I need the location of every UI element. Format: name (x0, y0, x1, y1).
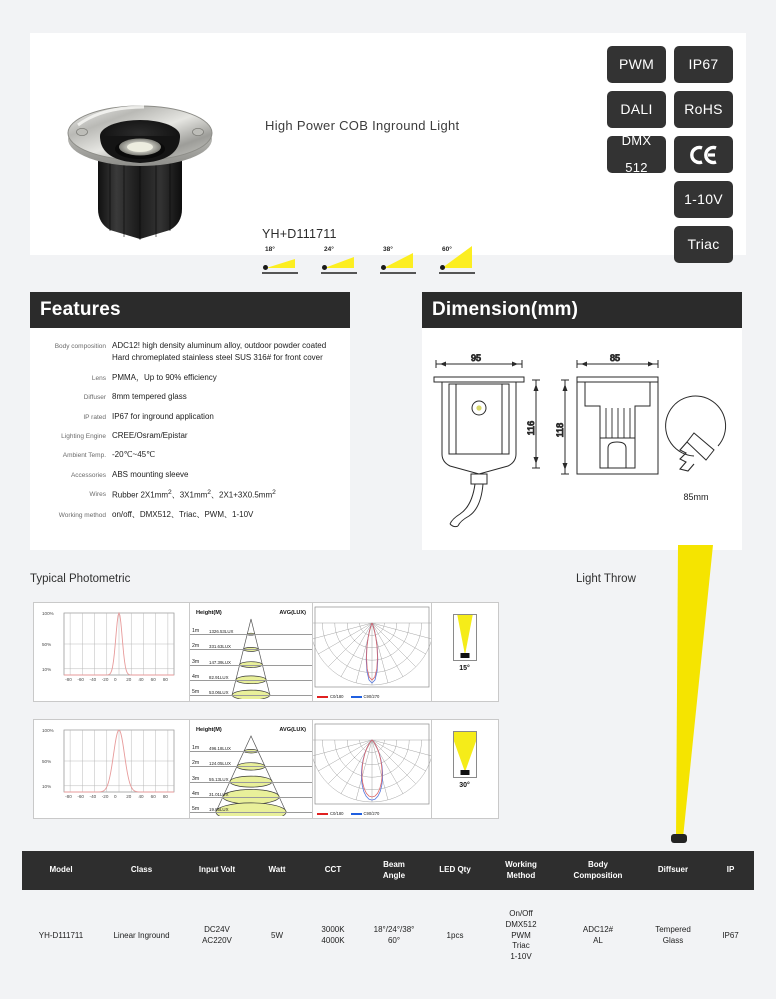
spec-data-cell: DC24V AC220V (202, 925, 232, 945)
cone-col-header: AVG(LUX) (279, 610, 306, 616)
feature-row (30, 411, 342, 423)
cone-lux-value: 19.85LUX (209, 807, 229, 812)
beam-angle-label: 18° (265, 246, 275, 253)
cone-row-line (190, 797, 312, 798)
feature-value: 8mm tempered glass (112, 392, 187, 402)
cone-height-label: 5m (192, 689, 200, 695)
beam-cone-shape (324, 257, 354, 268)
polar-legend-entry: C0/180 (317, 811, 344, 816)
beam-cone-table (190, 603, 313, 701)
badge-spacer (607, 181, 666, 218)
curve-y-tick: 100% (42, 728, 54, 733)
product-title: High Power COB Inground Light (265, 118, 460, 133)
product-photo (40, 41, 240, 246)
feature-key: Body composition (54, 343, 106, 350)
dimension-panel (422, 292, 742, 550)
curve-y-tick: 50% (42, 759, 52, 764)
beam-source-dot (440, 265, 445, 270)
cone-row-line (190, 634, 312, 635)
spec-table-data-row (22, 890, 754, 982)
intensity-curve-chart (34, 603, 190, 701)
curve-x-tick: -20 (101, 794, 109, 799)
legend-swatch (317, 696, 328, 699)
inground-light-illustration (40, 41, 240, 246)
certification-badges (607, 46, 747, 263)
dimension-svg (422, 328, 742, 543)
beam-cone-shape (383, 253, 413, 268)
polar-distribution-chart (313, 720, 432, 818)
cone-lux-value: 31.01LUX (209, 791, 229, 797)
curve-x-tick: 60 (150, 794, 156, 799)
cone-svg (190, 720, 312, 816)
cone-lux-value: 1326.53LUX (209, 629, 234, 635)
feature-key: Lens (91, 374, 106, 382)
feature-key: Diffuser (83, 394, 106, 402)
beam-angle-preview (432, 720, 497, 818)
dim-front-width: 95 (471, 353, 482, 363)
light-throw-section-title: Light Throw (576, 573, 636, 585)
cone-row-line (190, 766, 312, 767)
polar-legend-entry: C0/180 (317, 694, 344, 699)
features-list (30, 328, 350, 522)
light-throw-visual (500, 545, 776, 855)
feature-row (30, 340, 342, 365)
spec-table-header-row (22, 851, 754, 890)
feature-row (30, 372, 342, 384)
curve-x-tick: 80 (162, 794, 168, 799)
badge-rohs (674, 91, 733, 128)
cone-height-label: 2m (192, 643, 200, 650)
spec-header-cell: IP (726, 865, 735, 875)
spec-data-cell: 1pcs (446, 930, 464, 940)
badge-label: DALI (620, 101, 653, 118)
curve-x-tick: -20 (101, 677, 109, 682)
specification-table (22, 851, 754, 982)
cone-row-line (190, 680, 312, 681)
curve-x-tick: 80 (162, 677, 168, 682)
dim-front-height: 116 (526, 420, 536, 436)
feature-row (30, 488, 342, 502)
cone-col-header: Height(M) (196, 727, 222, 733)
beam-ground-line (439, 272, 475, 274)
beam-source-dot (322, 265, 327, 270)
ce-mark-icon (689, 145, 719, 165)
beam-angle-value: 15° (459, 665, 470, 672)
badge-pwm (607, 46, 666, 83)
badge-label: RoHS (684, 101, 723, 118)
cone-lux-value: 496.18LUX (209, 746, 231, 752)
cone-lux-value: 55.13LUX (209, 776, 229, 782)
badge-label: 1-10V (684, 191, 723, 208)
spec-header-cell: Class (130, 865, 153, 875)
cone-height-label: 5m (192, 806, 200, 812)
curve-x-tick: -60 (77, 677, 84, 682)
curve-x-tick: -80 (65, 677, 72, 682)
beam-angle-label: 38° (383, 246, 393, 253)
badge-label: PWM (618, 56, 655, 73)
feature-key: Ambient Temp. (62, 452, 106, 460)
cone-row-line (190, 665, 312, 666)
dim-side-height: 118 (555, 422, 565, 438)
feature-value: ADC12! high density aluminum alloy, outdoor powder coated Hard chromeplated stainless steel SUS 316# for front cover (112, 341, 327, 363)
curve-y-tick: 10% (42, 783, 52, 789)
curve-x-tick: 20 (126, 794, 132, 799)
spec-header-cell: Input Volt (198, 865, 236, 875)
feature-value: -20℃~45℃ (112, 450, 156, 460)
curve-x-tick: 60 (150, 677, 156, 682)
beam-cone-shape (442, 246, 472, 268)
beam-angle-label: 24° (324, 246, 334, 253)
feature-row (30, 430, 342, 442)
photometric-row-30deg (33, 719, 499, 819)
polar-legend-entry: C90/270 (351, 694, 380, 699)
curve-x-tick: 40 (138, 677, 144, 682)
feature-row (30, 469, 342, 481)
spec-data-cell: 5W (271, 930, 283, 940)
light-throw-beam (500, 545, 776, 855)
cone-height-label: 2m (192, 760, 200, 767)
badge-ip67 (674, 46, 733, 83)
beam-ground-line (380, 272, 416, 274)
legend-swatch (351, 696, 362, 699)
cone-height-label: 4m (192, 790, 200, 797)
spec-data-cell: Linear Inground (113, 930, 170, 940)
feature-row (30, 391, 342, 403)
spec-data-cell: YH-D111711 (38, 930, 84, 940)
features-heading: Features (30, 292, 350, 328)
spec-data-cell: 3000K 4000K (321, 925, 345, 945)
fixture-outline (453, 731, 477, 778)
beam-angle-icons (262, 246, 512, 276)
cone-row-line (190, 751, 312, 752)
feature-key: Working method (58, 512, 106, 520)
spec-header-cell: Working Method (505, 859, 537, 880)
feature-key: IP rated (83, 413, 106, 421)
cone-height-label: 4m (192, 673, 200, 680)
spec-header-cell: Diffsuer (657, 865, 689, 875)
badge-label: IP67 (688, 56, 719, 73)
curve-svg (34, 603, 189, 699)
feature-value: Rubber $2X1mm^2$、$3X1mm^2$、$2X1+3X0.5mm^2$ (112, 489, 276, 500)
curve-x-tick: 0 (114, 677, 117, 682)
polar-svg (313, 720, 431, 816)
curve-x-tick: -40 (89, 677, 97, 682)
beam-angle-38 (380, 246, 418, 274)
beam-angle-value: 30° (459, 782, 470, 789)
fixture-outline (453, 614, 477, 661)
spec-header-cell: Watt (268, 865, 286, 875)
badge-ce (674, 136, 733, 173)
cone-row-line (190, 812, 312, 813)
badge-triac (674, 226, 733, 263)
features-panel (30, 292, 350, 550)
cone-col-header: AVG(LUX) (279, 727, 306, 733)
dim-sleeve-label: 85mm (683, 492, 709, 502)
cone-height-label: 3m (192, 775, 200, 782)
beam-angle-24 (321, 246, 359, 274)
badge-label: DMX (621, 133, 652, 149)
cone-svg (190, 603, 312, 699)
cone-table-headers (190, 610, 312, 616)
cone-row-line (190, 649, 312, 650)
beam-angle-18 (262, 246, 300, 274)
cone-lux-value: 53.06LUX (209, 690, 229, 695)
feature-key: Wires (89, 491, 106, 499)
dim-side-width: 85 (610, 353, 621, 363)
polar-legend-entry: C90/270 (351, 811, 380, 816)
feature-value: on/off、DMX512、Triac、PWM、1-10V (112, 510, 254, 520)
spec-data-cell: Tempered Glass (655, 925, 691, 945)
polar-distribution-chart (313, 603, 432, 701)
spec-data-cell: 18°/24°/38° 60° (373, 925, 415, 945)
cone-lux-value: 124.05LUX (209, 761, 231, 767)
spec-header-cell: Model (49, 865, 73, 875)
cone-lux-value: 82.91LUX (209, 674, 229, 680)
feature-row (30, 509, 342, 521)
badge-label: Triac (687, 236, 720, 253)
curve-y-tick: 10% (42, 666, 52, 672)
curve-x-tick: 40 (138, 794, 144, 799)
badge-label: 512 (625, 160, 648, 176)
polar-svg (313, 603, 431, 699)
beam-cone-shape (265, 259, 295, 268)
feature-key: Lighting Engine (61, 432, 106, 440)
cone-height-label: 1m (192, 745, 200, 752)
feature-value: CREE/Osram/Epistar (112, 430, 188, 440)
badge-dali (607, 91, 666, 128)
beam-angle-60 (439, 246, 477, 274)
cone-height-label: 3m (192, 658, 200, 665)
cone-height-label: 1m (192, 628, 200, 635)
feature-value: PMMA，Up to 90% efficiency (112, 372, 217, 382)
feature-row (30, 449, 342, 461)
spec-data-cell: IP67 (722, 930, 739, 940)
feature-key: Accessories (70, 471, 106, 479)
polar-legend (317, 694, 379, 699)
emitter-block (460, 653, 469, 658)
cone-row-line (190, 782, 312, 783)
spec-data-cell: ADC12# AL (582, 925, 614, 945)
badge-1-10v (674, 181, 733, 218)
cone-table-headers (190, 727, 312, 733)
spec-header-cell: Beam Angle (382, 859, 406, 880)
beam-source-dot (381, 265, 386, 270)
cone-lux-value: 331.63LUX (209, 644, 231, 650)
emitter-block (460, 770, 469, 775)
badge-spacer (607, 226, 666, 263)
beam-source-dot (263, 265, 268, 270)
curve-y-tick: 50% (42, 642, 52, 647)
polar-legend (317, 811, 379, 816)
cone-col-header: Height(M) (196, 610, 222, 616)
feature-value: IP67 for inground application (112, 411, 214, 421)
beam-angle-label: 60° (442, 246, 452, 253)
product-model-number: YH+D111711 (262, 227, 337, 241)
curve-x-tick: -60 (77, 794, 84, 799)
badge-dmx512 (607, 133, 666, 176)
cone-lux-value: 147.39LUX (209, 659, 231, 665)
curve-x-tick: -40 (89, 794, 97, 799)
curve-x-tick: 20 (126, 677, 132, 682)
dimension-heading: Dimension(mm) (422, 292, 742, 328)
photometric-section-title: Typical Photometric (30, 573, 131, 585)
dimension-drawings (422, 328, 742, 543)
spec-header-cell: LED Qty (439, 865, 471, 875)
intensity-curve-chart (34, 720, 190, 818)
curve-svg (34, 720, 189, 816)
curve-y-tick: 100% (42, 611, 54, 616)
beam-ground-line (262, 272, 298, 274)
legend-swatch (317, 813, 328, 816)
beam-angle-preview (432, 603, 497, 701)
spec-header-cell: Body Composition (573, 859, 623, 880)
curve-x-tick: 0 (114, 794, 117, 799)
beam-ground-line (321, 272, 357, 274)
curve-x-tick: -80 (65, 794, 72, 799)
spec-data-cell: On/Off DMX512 PWM Triac 1-10V (505, 909, 537, 962)
beam-cone-table (190, 720, 313, 818)
feature-value: ABS mounting sleeve (112, 469, 189, 479)
photometric-row-15deg (33, 602, 499, 702)
cone-row-line (190, 695, 312, 696)
legend-swatch (351, 813, 362, 816)
spec-header-cell: CCT (324, 865, 342, 875)
